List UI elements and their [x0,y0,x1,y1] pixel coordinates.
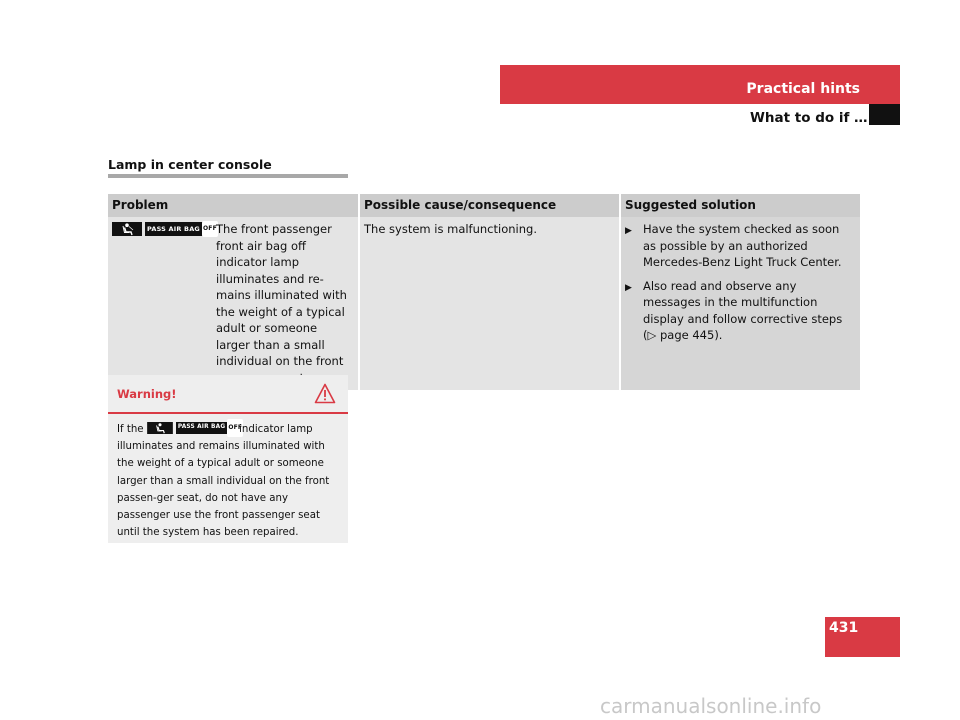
warning-title: Warning! [117,387,177,401]
header-corner-block [869,104,900,125]
solution-cell [620,217,860,390]
problem-description: The front passenger front air bag off indicator lamp illuminates and re-mains illuminated with the weight of a typical adult or someone larger than a small individual on the front [216,222,347,368]
solution-text: Have the system checked as soon as possible by an authorized Mercedes-Benz Light Truck Center. [643,222,842,269]
bullet-arrow-icon: ▶ [625,282,632,293]
chapter-header-bar [500,65,900,104]
page-number-box [825,617,900,657]
passenger-seat-icon [147,422,173,434]
chapter-title: Practical hints [746,81,860,97]
solution-item [625,278,856,344]
badge-label: PASS AIR BAG [177,424,226,431]
section-heading: Lamp in center console [108,157,272,172]
column-header-solution: Suggested solution [620,194,860,217]
pass-air-bag-off-indicator-icon [176,422,243,434]
section-underline [108,174,348,178]
warning-triangle-icon [314,383,336,404]
chapter-subtitle: What to do if … [750,110,868,126]
warning-box [108,375,348,543]
warning-text-before: If the [117,424,144,435]
badge-label: PASS AIR BAG [147,224,200,233]
watermark: carmanualsonline.info [600,694,822,718]
warning-header [108,375,348,414]
problem-cell [108,217,359,390]
page-number: 431 [829,620,859,636]
cause-cell: The system is malfunctioning. [359,217,620,390]
column-header-cause: Possible cause/consequence [359,194,620,217]
table-row [108,217,860,390]
column-header-problem: Problem [108,194,359,217]
pass-air-bag-off-indicator-icon [145,222,217,236]
warning-text [108,414,348,541]
troubleshooting-table [108,194,860,390]
bullet-arrow-icon: ▶ [625,226,632,236]
table-header-row [108,194,860,217]
warning-text-after: indicator lamp illuminates and remains illuminated with the weight of a typical adult or someone larger than a small individual on the front passen-ger seat, do not have any passenger use the front passenger seat until the system has been repaired. [117,424,330,539]
badge-off-label: OFF [202,221,218,238]
badge-off-label: OFF [227,419,243,436]
passenger-seat-icon [112,222,142,236]
solution-item [625,221,856,271]
solution-text: Also read and observe any messages in the multifunction display and follow corrective steps (▷ page 445). [643,278,843,342]
